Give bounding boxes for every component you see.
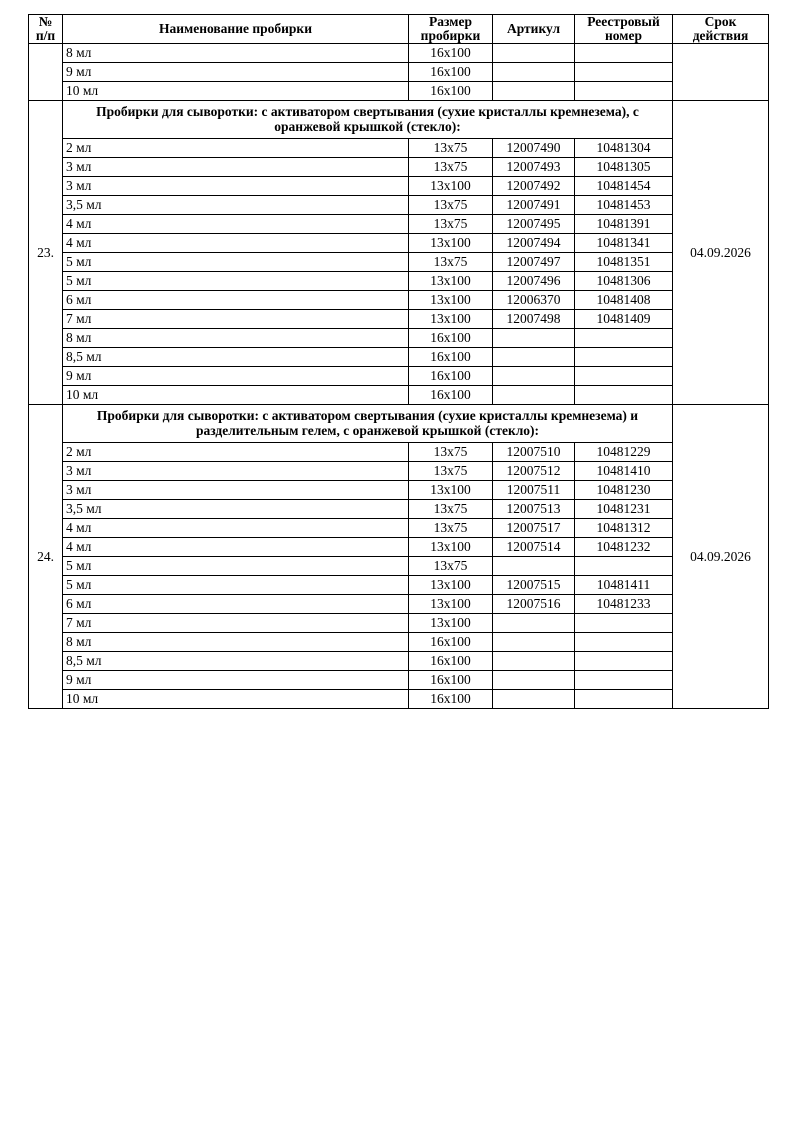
row-size-cell: 16x100 bbox=[409, 652, 493, 671]
table-row bbox=[29, 177, 769, 196]
row-article-cell: 12007496 bbox=[493, 272, 575, 291]
row-name-cell: 6 мл bbox=[63, 595, 409, 614]
group-title-cell: Пробирки для сыворотки: с активатором свертывания (сухие кристаллы кремнезема) и разделительным гелем, с оранжевой крышкой (стекло): bbox=[63, 405, 673, 443]
row-article-cell: 12007514 bbox=[493, 538, 575, 557]
row-name-cell: 3,5 мл bbox=[63, 196, 409, 215]
row-size-cell: 13x75 bbox=[409, 462, 493, 481]
row-article-cell bbox=[493, 652, 575, 671]
row-article-cell bbox=[493, 63, 575, 82]
row-reg-cell: 10481306 bbox=[575, 272, 673, 291]
row-reg-cell bbox=[575, 367, 673, 386]
header-size bbox=[409, 15, 493, 44]
row-name-cell: 3 мл bbox=[63, 177, 409, 196]
row-name-cell: 4 мл bbox=[63, 234, 409, 253]
row-name-cell: 4 мл bbox=[63, 519, 409, 538]
row-article-cell: 12007512 bbox=[493, 462, 575, 481]
row-size-cell: 16x100 bbox=[409, 44, 493, 63]
row-article-cell: 12006370 bbox=[493, 291, 575, 310]
row-reg-cell bbox=[575, 82, 673, 101]
table-body bbox=[29, 44, 769, 709]
row-name-cell: 5 мл bbox=[63, 576, 409, 595]
row-reg-cell: 10481304 bbox=[575, 139, 673, 158]
row-reg-cell: 10481231 bbox=[575, 500, 673, 519]
row-reg-cell: 10481391 bbox=[575, 215, 673, 234]
header-num bbox=[29, 15, 63, 44]
table-row bbox=[29, 253, 769, 272]
row-size-cell: 16x100 bbox=[409, 348, 493, 367]
row-name-cell: 3 мл bbox=[63, 481, 409, 500]
row-name-cell: 8 мл bbox=[63, 44, 409, 63]
tube-catalog-table bbox=[28, 14, 769, 709]
row-size-cell: 16x100 bbox=[409, 671, 493, 690]
row-name-cell: 7 мл bbox=[63, 614, 409, 633]
row-size-cell: 13x100 bbox=[409, 481, 493, 500]
header-num-line2: п/п bbox=[35, 28, 56, 44]
table-row bbox=[29, 348, 769, 367]
table-row bbox=[29, 614, 769, 633]
table-row bbox=[29, 538, 769, 557]
table-row bbox=[29, 633, 769, 652]
row-name-cell: 3 мл bbox=[63, 158, 409, 177]
row-article-cell: 12007498 bbox=[493, 310, 575, 329]
row-number-cell bbox=[29, 44, 63, 101]
table-row bbox=[29, 63, 769, 82]
row-name-cell: 9 мл bbox=[63, 367, 409, 386]
row-name-cell: 2 мл bbox=[63, 443, 409, 462]
row-size-cell: 13x100 bbox=[409, 234, 493, 253]
row-reg-cell bbox=[575, 63, 673, 82]
row-reg-cell: 10481408 bbox=[575, 291, 673, 310]
row-size-cell: 13x75 bbox=[409, 158, 493, 177]
row-reg-cell: 10481351 bbox=[575, 253, 673, 272]
table-row bbox=[29, 595, 769, 614]
header-article: Артикул bbox=[493, 15, 575, 44]
row-article-cell bbox=[493, 386, 575, 405]
group-header-row bbox=[29, 101, 769, 139]
group-term-cell: 04.09.2026 bbox=[673, 405, 769, 709]
row-article-cell: 12007490 bbox=[493, 139, 575, 158]
row-article-cell bbox=[493, 671, 575, 690]
header-row bbox=[29, 15, 769, 44]
row-size-cell: 13x100 bbox=[409, 595, 493, 614]
row-article-cell bbox=[493, 44, 575, 63]
row-article-cell: 12007515 bbox=[493, 576, 575, 595]
table-row bbox=[29, 557, 769, 576]
header-size-line2: пробирки bbox=[420, 28, 481, 44]
row-name-cell: 3 мл bbox=[63, 462, 409, 481]
header-reg bbox=[575, 15, 673, 44]
header-name: Наименование пробирки bbox=[63, 15, 409, 44]
row-reg-cell bbox=[575, 614, 673, 633]
table-row bbox=[29, 652, 769, 671]
row-article-cell: 12007516 bbox=[493, 595, 575, 614]
row-article-cell: 12007510 bbox=[493, 443, 575, 462]
row-size-cell: 13x100 bbox=[409, 576, 493, 595]
row-name-cell: 9 мл bbox=[63, 63, 409, 82]
row-name-cell: 7 мл bbox=[63, 310, 409, 329]
row-reg-cell bbox=[575, 652, 673, 671]
row-name-cell: 2 мл bbox=[63, 139, 409, 158]
row-name-cell: 4 мл bbox=[63, 538, 409, 557]
row-reg-cell bbox=[575, 44, 673, 63]
row-article-cell bbox=[493, 557, 575, 576]
row-size-cell: 16x100 bbox=[409, 63, 493, 82]
row-size-cell: 13x75 bbox=[409, 519, 493, 538]
row-name-cell: 3,5 мл bbox=[63, 500, 409, 519]
row-article-cell: 12007495 bbox=[493, 215, 575, 234]
row-size-cell: 13x100 bbox=[409, 291, 493, 310]
row-reg-cell: 10481411 bbox=[575, 576, 673, 595]
row-size-cell: 16x100 bbox=[409, 367, 493, 386]
row-reg-cell: 10481233 bbox=[575, 595, 673, 614]
row-article-cell bbox=[493, 82, 575, 101]
row-reg-cell: 10481409 bbox=[575, 310, 673, 329]
table-row bbox=[29, 329, 769, 348]
table-row bbox=[29, 462, 769, 481]
row-size-cell: 16x100 bbox=[409, 386, 493, 405]
row-article-cell bbox=[493, 690, 575, 709]
group-number-cell: 23. bbox=[29, 101, 63, 405]
row-name-cell: 8 мл bbox=[63, 329, 409, 348]
row-name-cell: 5 мл bbox=[63, 557, 409, 576]
table-row bbox=[29, 690, 769, 709]
table-row bbox=[29, 272, 769, 291]
row-size-cell: 13x100 bbox=[409, 538, 493, 557]
header-reg-line1: Реестровый bbox=[587, 14, 660, 29]
header-reg-line2: номер bbox=[605, 28, 642, 44]
row-reg-cell bbox=[575, 557, 673, 576]
table-row bbox=[29, 44, 769, 63]
row-article-cell: 12007494 bbox=[493, 234, 575, 253]
row-reg-cell bbox=[575, 671, 673, 690]
row-reg-cell: 10481341 bbox=[575, 234, 673, 253]
row-size-cell: 16x100 bbox=[409, 690, 493, 709]
table-row bbox=[29, 519, 769, 538]
table-header bbox=[29, 15, 769, 44]
group-term-cell: 04.09.2026 bbox=[673, 101, 769, 405]
row-article-cell: 12007492 bbox=[493, 177, 575, 196]
row-name-cell: 4 мл bbox=[63, 215, 409, 234]
table-row bbox=[29, 82, 769, 101]
table-row bbox=[29, 671, 769, 690]
row-article-cell: 12007511 bbox=[493, 481, 575, 500]
row-name-cell: 10 мл bbox=[63, 82, 409, 101]
row-size-cell: 13x75 bbox=[409, 253, 493, 272]
row-size-cell: 13x100 bbox=[409, 177, 493, 196]
table-row bbox=[29, 500, 769, 519]
row-size-cell: 13x75 bbox=[409, 139, 493, 158]
row-term-cell bbox=[673, 44, 769, 101]
table-row bbox=[29, 481, 769, 500]
header-num-line1: № bbox=[38, 14, 53, 29]
group-number-cell: 24. bbox=[29, 405, 63, 709]
row-article-cell: 12007517 bbox=[493, 519, 575, 538]
row-article-cell: 12007491 bbox=[493, 196, 575, 215]
row-size-cell: 16x100 bbox=[409, 633, 493, 652]
row-reg-cell bbox=[575, 348, 673, 367]
row-article-cell bbox=[493, 348, 575, 367]
row-name-cell: 9 мл bbox=[63, 671, 409, 690]
row-reg-cell bbox=[575, 690, 673, 709]
table-row bbox=[29, 443, 769, 462]
header-term-line2: действия bbox=[692, 28, 749, 44]
table-row bbox=[29, 291, 769, 310]
row-name-cell: 8 мл bbox=[63, 633, 409, 652]
table-row bbox=[29, 367, 769, 386]
table-row bbox=[29, 576, 769, 595]
row-reg-cell: 10481229 bbox=[575, 443, 673, 462]
row-article-cell: 12007497 bbox=[493, 253, 575, 272]
row-article-cell: 12007493 bbox=[493, 158, 575, 177]
table-row bbox=[29, 310, 769, 329]
table-row bbox=[29, 386, 769, 405]
row-article-cell bbox=[493, 614, 575, 633]
row-name-cell: 6 мл bbox=[63, 291, 409, 310]
row-reg-cell: 10481230 bbox=[575, 481, 673, 500]
row-size-cell: 13x100 bbox=[409, 272, 493, 291]
row-reg-cell: 10481232 bbox=[575, 538, 673, 557]
table-row bbox=[29, 234, 769, 253]
header-size-line1: Размер bbox=[429, 14, 472, 29]
row-reg-cell bbox=[575, 386, 673, 405]
row-name-cell: 10 мл bbox=[63, 386, 409, 405]
row-size-cell: 13x100 bbox=[409, 310, 493, 329]
table-row bbox=[29, 215, 769, 234]
header-term bbox=[673, 15, 769, 44]
row-reg-cell: 10481454 bbox=[575, 177, 673, 196]
row-size-cell: 16x100 bbox=[409, 82, 493, 101]
row-size-cell: 13x100 bbox=[409, 614, 493, 633]
row-reg-cell: 10481453 bbox=[575, 196, 673, 215]
row-article-cell bbox=[493, 367, 575, 386]
row-article-cell bbox=[493, 329, 575, 348]
row-size-cell: 16x100 bbox=[409, 329, 493, 348]
table-row bbox=[29, 158, 769, 177]
row-name-cell: 10 мл bbox=[63, 690, 409, 709]
row-name-cell: 5 мл bbox=[63, 272, 409, 291]
table-row bbox=[29, 196, 769, 215]
row-reg-cell bbox=[575, 633, 673, 652]
group-header-row bbox=[29, 405, 769, 443]
group-title-cell: Пробирки для сыворотки: с активатором свертывания (сухие кристаллы кремнезема), с оранжевой крышкой (стекло): bbox=[63, 101, 673, 139]
row-reg-cell: 10481312 bbox=[575, 519, 673, 538]
row-size-cell: 13x75 bbox=[409, 443, 493, 462]
row-size-cell: 13x75 bbox=[409, 215, 493, 234]
row-reg-cell bbox=[575, 329, 673, 348]
row-name-cell: 5 мл bbox=[63, 253, 409, 272]
row-name-cell: 8,5 мл bbox=[63, 348, 409, 367]
row-reg-cell: 10481410 bbox=[575, 462, 673, 481]
row-size-cell: 13x75 bbox=[409, 196, 493, 215]
row-size-cell: 13x75 bbox=[409, 557, 493, 576]
table-row bbox=[29, 139, 769, 158]
row-name-cell: 8,5 мл bbox=[63, 652, 409, 671]
row-article-cell bbox=[493, 633, 575, 652]
row-article-cell: 12007513 bbox=[493, 500, 575, 519]
header-term-line1: Срок bbox=[704, 14, 737, 29]
row-size-cell: 13x75 bbox=[409, 500, 493, 519]
row-reg-cell: 10481305 bbox=[575, 158, 673, 177]
